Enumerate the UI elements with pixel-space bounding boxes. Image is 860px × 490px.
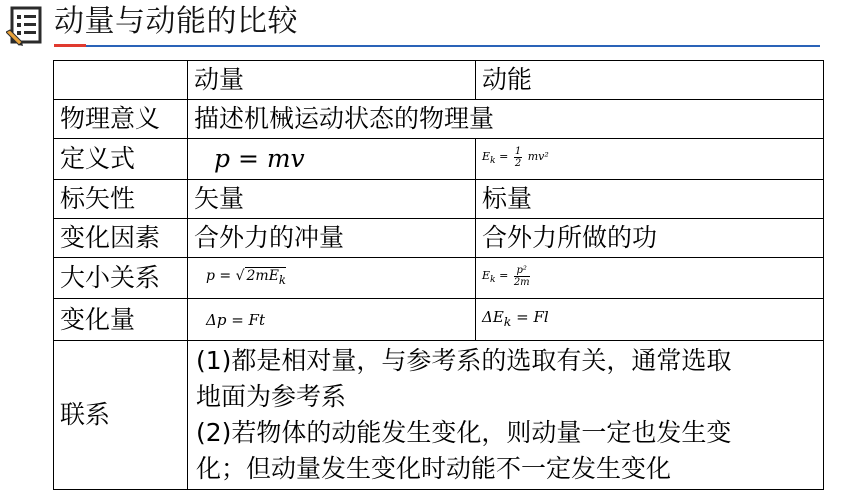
row-label: 变化因素: [54, 219, 188, 258]
momentum-change: Δp = Ft: [188, 299, 476, 341]
relation-text: [188, 341, 824, 490]
table-row: [54, 180, 824, 219]
comparison-table: [53, 60, 824, 490]
physical-meaning-cell: 描述机械运动状态的物理量: [188, 100, 824, 139]
checklist-pencil-icon: [6, 4, 46, 46]
relation-line: 化；但动量发生变化时动能不一定发生变化: [196, 454, 672, 484]
row-label: 大小关系: [54, 258, 188, 299]
momentum-definition: p = mv: [188, 139, 476, 180]
table-row: [54, 299, 824, 341]
energy-change: $\Delta E_k = Fl$: [476, 299, 824, 341]
relation-line: (2)若物体的动能发生变化，则动量一定也发生变: [196, 418, 732, 448]
relation-line: 地面为参考系: [196, 382, 347, 412]
row-label: 变化量: [54, 299, 188, 341]
table-header-row: [54, 61, 824, 100]
momentum-cell: 合外力的冲量: [188, 219, 476, 258]
header-cell-energy: 动能: [476, 61, 824, 100]
energy-magnitude: $E_k$ = $\frac{\text{p²}}{2m}$: [476, 258, 824, 299]
row-label: 标矢性: [54, 180, 188, 219]
row-label: 定义式: [54, 139, 188, 180]
table-row: [54, 139, 824, 180]
slide-header: [0, 0, 860, 52]
energy-cell: 标量: [476, 180, 824, 219]
table-row: [54, 258, 824, 299]
momentum-cell: 矢量: [188, 180, 476, 219]
row-label: 物理意义: [54, 100, 188, 139]
energy-definition: $E_k$ = $\frac{1}{2}$ mv²: [476, 139, 824, 180]
table-row: [54, 341, 824, 490]
table-row: [54, 219, 824, 258]
relation-line: (1)都是相对量，与参考系的选取有关，通常选取: [196, 346, 732, 376]
momentum-magnitude: p = √ $2mE_k$: [188, 258, 476, 299]
title-accent-red: [54, 44, 86, 47]
header-cell-momentum: 动量: [188, 61, 476, 100]
table-row: [54, 100, 824, 139]
header-cell-empty: [54, 61, 188, 100]
row-label: 联系: [54, 341, 188, 490]
page-title: 动量与动能的比较: [54, 4, 298, 39]
energy-cell: 合外力所做的功: [476, 219, 824, 258]
title-underline: [86, 45, 820, 47]
